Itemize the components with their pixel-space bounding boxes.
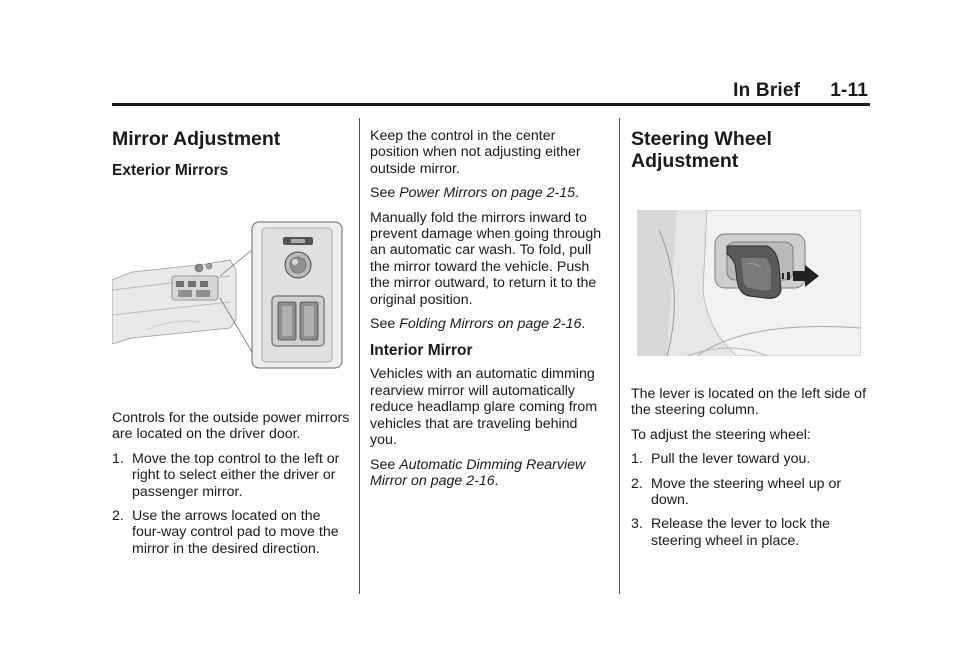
cross-reference-link[interactable]: Power Mirrors on page 2-15 — [399, 185, 576, 202]
see-label: See — [370, 185, 396, 202]
ref-punctuation: . — [575, 185, 580, 202]
door-mirror-control-illustration — [112, 220, 352, 370]
section-title: Mirror Adjustment — [112, 128, 281, 150]
step-number: 2. — [112, 508, 124, 525]
list-item — [112, 508, 352, 557]
paragraph: Manually fold the mirrors inward to prevent damage when going through an automatic car wash. To fold, pull the mirror toward the vehicle. Push the mirror outward, to return it to the original position. — [370, 209, 602, 308]
column-mirror-continued — [370, 128, 606, 497]
see-reference — [370, 185, 606, 201]
steering-lever-illustration — [637, 210, 861, 356]
cross-reference-link[interactable]: Folding Mirrors on page 2-16 — [399, 316, 582, 333]
step-text: Use the arrows located on the four-way control pad to move the mirror in the desired direction. — [132, 508, 339, 557]
lead-paragraph: To adjust the steering wheel: — [631, 426, 811, 443]
column-divider — [359, 118, 360, 594]
see-label: See — [370, 456, 396, 473]
steering-steps — [631, 451, 869, 549]
step-number: 2. — [631, 475, 643, 492]
paragraph: Vehicles with an automatic dimming rearview mirror will automatically reduce headlamp glare coming from vehicles that are traveling behind you. — [370, 366, 598, 449]
list-item — [631, 476, 869, 509]
mirror-steps — [112, 451, 352, 557]
list-item — [631, 451, 869, 467]
list-item — [631, 516, 869, 549]
step-text: Move the top control to the left or right to select either the driver or passenger mirror. — [132, 450, 340, 500]
column-steering-wheel — [631, 128, 869, 557]
column-divider — [619, 118, 620, 594]
step-text: Pull the lever toward you. — [651, 451, 811, 468]
cross-reference-link[interactable]: Automatic Dimming Rearview Mirror on page 2-16 — [370, 456, 586, 489]
see-label: See — [370, 316, 396, 333]
subsection-title: Exterior Mirrors — [112, 162, 229, 179]
see-reference — [370, 457, 606, 490]
paragraph: Keep the control in the center position when not adjusting either outside mirror. — [370, 128, 581, 177]
ref-punctuation: . — [494, 472, 499, 489]
step-text: Release the lever to lock the steering wheel in place. — [651, 516, 831, 549]
step-number: 1. — [112, 450, 124, 467]
header-rule — [112, 103, 870, 106]
step-number: 3. — [631, 516, 643, 533]
step-number: 1. — [631, 451, 643, 468]
list-item — [112, 451, 352, 500]
see-reference — [370, 316, 606, 332]
ref-punctuation: . — [581, 316, 586, 333]
step-text: Move the steering wheel up or down. — [651, 475, 842, 509]
page-number: 1-11 — [830, 80, 868, 101]
intro-paragraph: The lever is located on the left side of the steering column. — [631, 386, 867, 419]
column-mirror-adjustment — [112, 128, 352, 565]
running-header — [733, 80, 868, 102]
section-name: In Brief — [733, 80, 801, 101]
intro-paragraph: Controls for the outside power mirrors are located on the driver door. — [112, 410, 350, 443]
section-title: Steering Wheel Adjustment — [631, 128, 772, 172]
subsection-title: Interior Mirror — [370, 342, 473, 360]
